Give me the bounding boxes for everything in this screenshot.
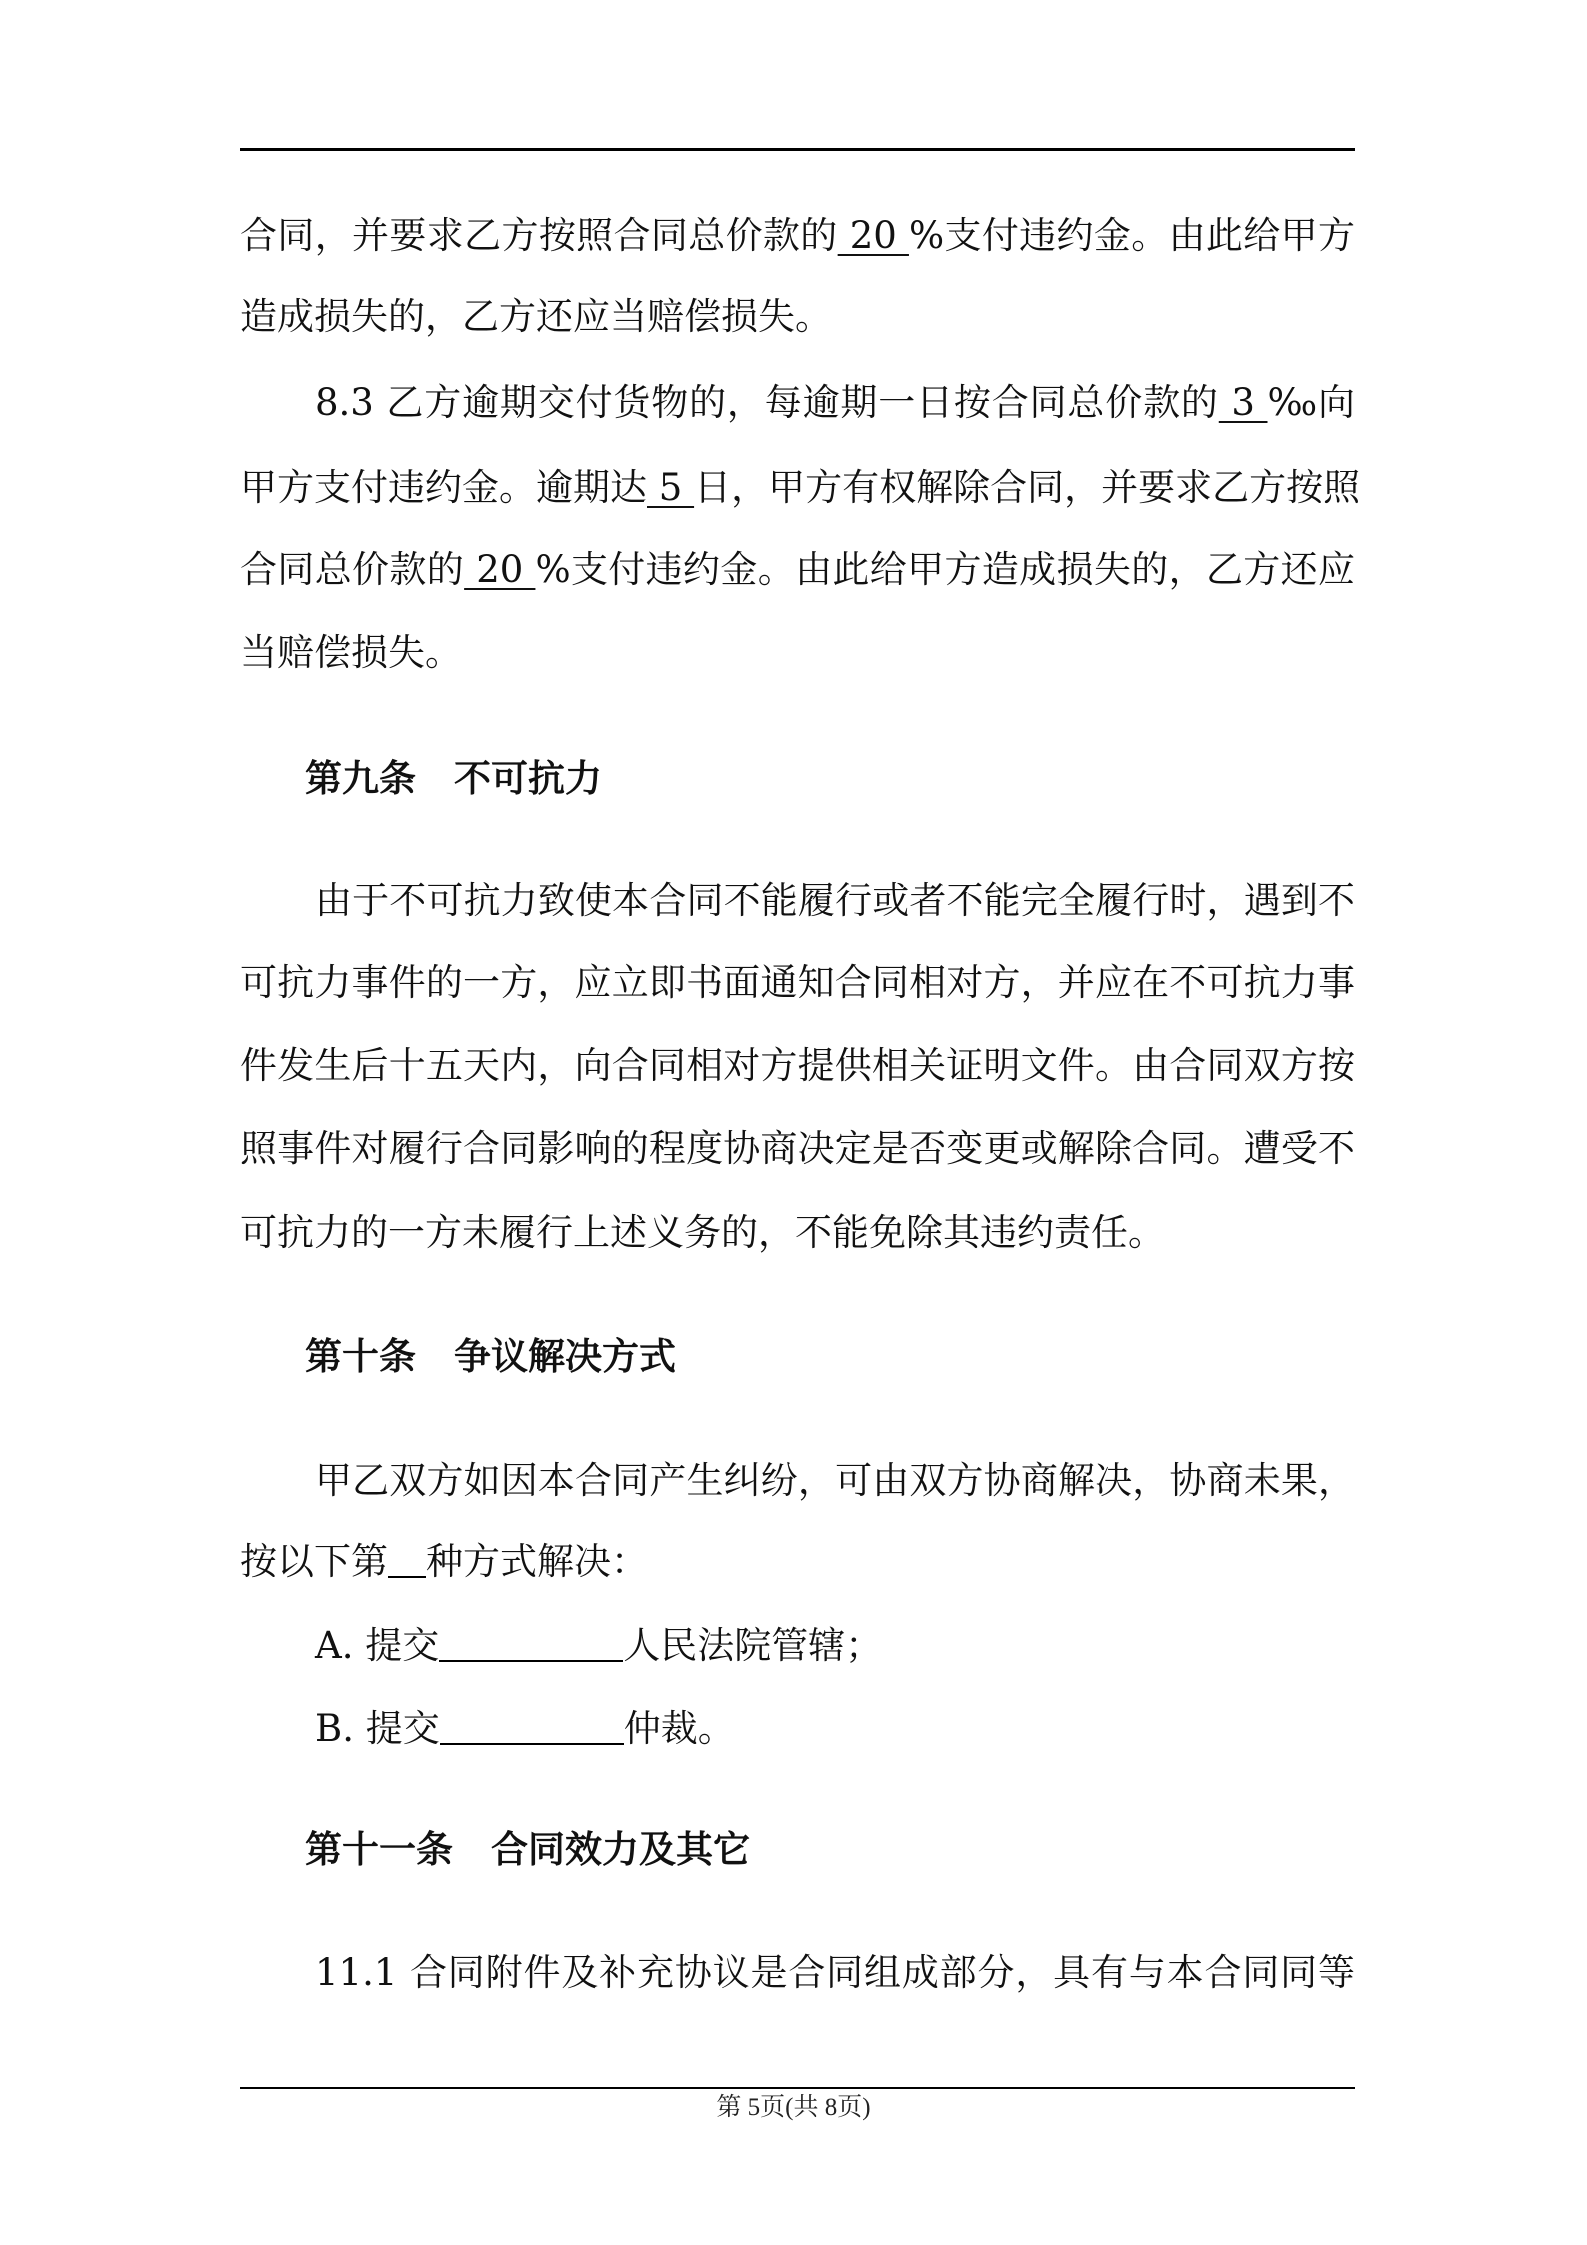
footer-rule: [240, 2087, 1355, 2089]
article-9-line-1: 由于不可抗力致使本合同不能履行或者不能完全履行时，遇到不: [315, 879, 1355, 922]
article-9-heading: 第九条 不可抗力: [305, 756, 602, 800]
article-9-line-3: 件发生后十五天内，向合同相对方提供相关证明文件。由合同双方按: [240, 1044, 1355, 1087]
option-a: A. 提交 人民法院管辖；: [315, 1624, 883, 1667]
clause-8-3-line-4: 当赔偿损失。: [240, 631, 462, 674]
clause-8-2-line-2: 造成损失的，乙方还应当赔偿损失。: [240, 295, 832, 338]
arbitration-body-blank: [440, 1709, 624, 1745]
article-10-heading: 第十条 争议解决方式: [305, 1334, 676, 1378]
article-9-line-2: 可抗力事件的一方，应立即书面通知合同相对方，并应在不可抗力事: [240, 961, 1355, 1004]
article-11-line-1: 11.1 合同附件及补充协议是合同组成部分，具有与本合同同等: [315, 1951, 1355, 1994]
option-b: B. 提交 仲裁。: [315, 1707, 735, 1750]
article-11-heading: 第十一条 合同效力及其它: [305, 1827, 750, 1871]
article-10-line-2: 按以下第 种方式解决：: [240, 1540, 648, 1583]
overdue-days-field: 5: [647, 466, 695, 509]
court-name-blank: [439, 1626, 623, 1662]
clause-8-3-line-2: 甲方支付违约金。逾期达 5 日，甲方有权解除合同，并要求乙方按照: [240, 466, 1361, 509]
penalty-rate-field: 20: [837, 214, 909, 257]
header-rule: [240, 148, 1355, 151]
clause-8-3-line-3: 合同总价款的 20 %支付违约金。由此给甲方造成损失的，乙方还应: [240, 548, 1356, 591]
page-number: 第 5页(共 8页): [716, 2094, 871, 2121]
article-10-line-1: 甲乙双方如因本合同产生纠纷，可由双方协商解决，协商未果，: [315, 1459, 1355, 1502]
penalty-rate-field-2: 20: [464, 548, 536, 591]
article-9-line-4: 照事件对履行合同影响的程度协商决定是否变更或解除合同。遭受不: [240, 1127, 1355, 1170]
clause-8-3-line-1: 8.3 乙方逾期交付货物的，每逾期一日按合同总价款的 3 ‰向: [315, 381, 1355, 424]
clause-8-2-line-1: 合同，并要求乙方按照合同总价款的 20 %支付违约金。由此给甲方: [240, 214, 1355, 257]
method-choice-blank: [388, 1542, 426, 1578]
daily-penalty-field: 3: [1218, 381, 1268, 424]
article-9-line-5: 可抗力的一方未履行上述义务的，不能免除其违约责任。: [240, 1211, 1165, 1254]
